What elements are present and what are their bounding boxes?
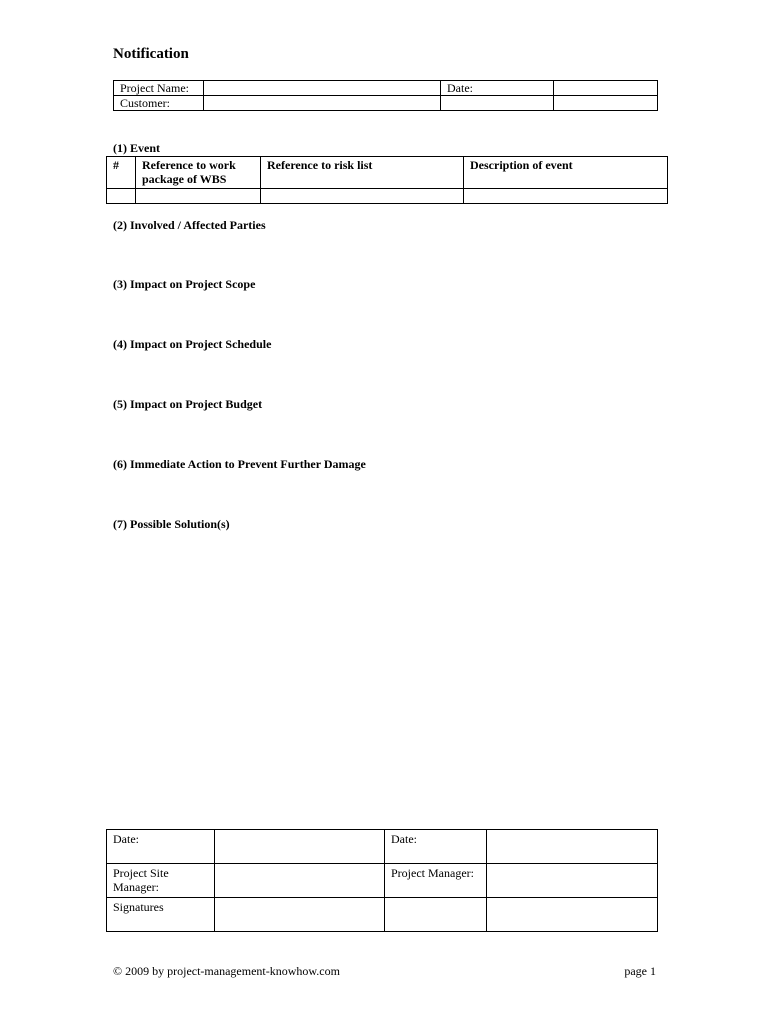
table-row <box>114 81 658 96</box>
section-heading-impact-budget: (5) Impact on Project Budget <box>113 397 263 411</box>
section-heading-immediate-action: (6) Immediate Action to Prevent Further Damage <box>113 457 366 471</box>
column-header-number: # <box>107 157 136 189</box>
date-field-left[interactable] <box>215 830 385 864</box>
signatures-label: Signatures <box>107 898 215 932</box>
table-header-row <box>107 157 668 189</box>
project-manager-label: Project Manager: <box>385 864 487 898</box>
table-row <box>107 898 658 932</box>
project-name-label: Project Name: <box>114 81 204 96</box>
section-heading-impact-schedule: (4) Impact on Project Schedule <box>113 337 272 351</box>
project-name-field[interactable] <box>204 81 441 96</box>
section-heading-impact-scope: (3) Impact on Project Scope <box>113 277 256 291</box>
date-label-left: Date: <box>107 830 215 864</box>
section-heading-involved-parties: (2) Involved / Affected Parties <box>113 218 266 232</box>
document-title: Notification <box>113 46 189 62</box>
project-manager-field[interactable] <box>487 864 658 898</box>
column-header-description: Description of event <box>464 157 668 189</box>
signature-field-right[interactable] <box>487 898 658 932</box>
date-label: Date: <box>441 81 554 96</box>
section-heading-possible-solutions: (7) Possible Solution(s) <box>113 517 230 531</box>
project-info-table <box>113 80 658 111</box>
project-site-manager-label: Project Site Manager: <box>107 864 215 898</box>
date-field[interactable] <box>554 81 658 96</box>
table-row <box>107 864 658 898</box>
customer-label: Customer: <box>114 96 204 111</box>
wbs-reference-cell[interactable] <box>136 189 261 204</box>
table-row <box>114 96 658 111</box>
footer-copyright: © 2009 by project-management-knowhow.com <box>113 964 340 978</box>
description-cell[interactable] <box>464 189 668 204</box>
date-field-right[interactable] <box>487 830 658 864</box>
event-number-cell[interactable] <box>107 189 136 204</box>
column-header-wbs-reference: Reference to work package of WBS <box>136 157 261 189</box>
empty-cell[interactable] <box>441 96 554 111</box>
event-heading: (1) Event <box>113 141 160 155</box>
risk-reference-cell[interactable] <box>261 189 464 204</box>
signature-field-left[interactable] <box>215 898 385 932</box>
column-header-risk-reference: Reference to risk list <box>261 157 464 189</box>
signoff-table <box>106 829 658 932</box>
project-site-manager-field[interactable] <box>215 864 385 898</box>
footer-page-number: page 1 <box>624 964 656 978</box>
table-row <box>107 189 668 204</box>
empty-cell <box>385 898 487 932</box>
table-row <box>107 830 658 864</box>
customer-field[interactable] <box>204 96 441 111</box>
empty-cell[interactable] <box>554 96 658 111</box>
event-table <box>106 156 668 204</box>
date-label-right: Date: <box>385 830 487 864</box>
